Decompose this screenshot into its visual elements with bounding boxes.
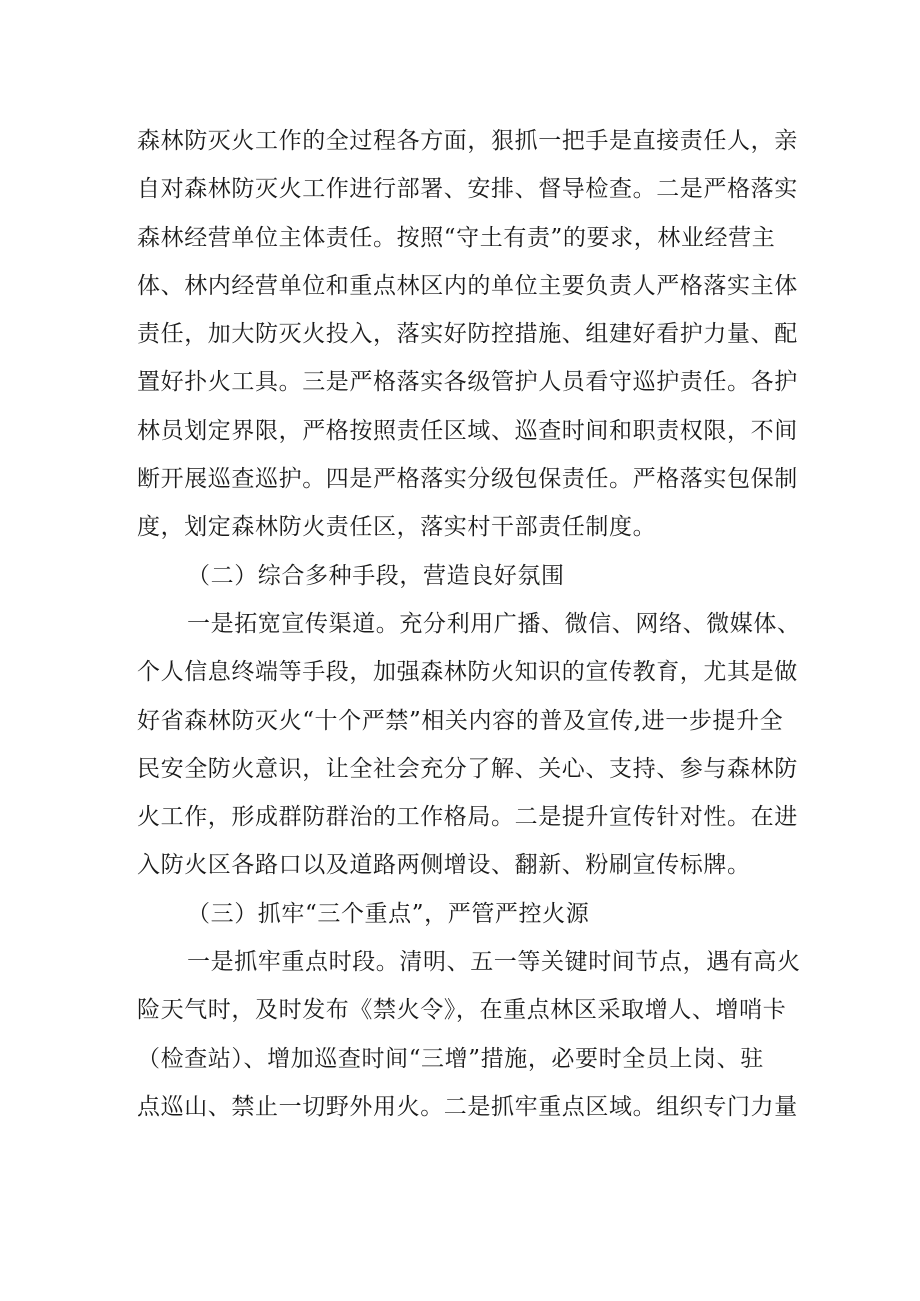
text-line: 自对森林防灭火工作进行部署、安排、督导检查。二是严格落实: [137, 176, 798, 203]
text-line: （检查站）、增加巡查时间“三增”措施，必要时全员上岗、驻: [137, 1045, 764, 1072]
text-line: 森林防灭火工作的全过程各方面，狠抓一把手是直接责任人，亲: [137, 128, 798, 154]
text-line: 体、林内经营单位和重点林区内的单位主要负责人严格落实主体: [137, 272, 798, 299]
text-line: 森林经营单位主体责任。按照“守土有责”的要求，林业经营主: [137, 224, 776, 251]
section-heading: （二）综合多种手段，营造良好氛围: [187, 562, 565, 589]
text-line: 一是抓牢重点时段。清明、五一等关键时间节点，遇有高火: [187, 949, 801, 976]
text-line: 责任，加大防灭火投入，落实好防控措施、组建好看护力量、配: [137, 321, 798, 348]
text-line: 入防火区各路口以及道路两侧增设、翻新、粉刷宣传标牌。: [137, 852, 751, 879]
text-line: 度，划定森林防火责任区，落实村干部责任制度。: [137, 514, 657, 541]
section-heading: （三）抓牢“三个重点”，严管严控火源: [187, 900, 590, 927]
text-line: 险天气时，及时发布《禁火令》，在重点林区采取增人、增哨卡: [137, 997, 787, 1024]
text-line: 点巡山、禁止一切野外用火。二是抓牢重点区域。组织专门力量: [137, 1093, 798, 1120]
text-line: 火工作，形成群防群治的工作格局。二是提升宣传针对性。在进: [137, 804, 798, 831]
text-line: 断开展巡查巡护。四是严格落实分级包保责任。严格落实包保制: [137, 466, 798, 493]
text-line: 个人信息终端等手段，加强森林防火知识的宣传教育，尤其是做: [137, 659, 798, 686]
text-line: 置好扑火工具。三是严格落实各级管护人员看守巡护责任。各护: [137, 369, 798, 396]
text-line: 一是拓宽宣传渠道。充分利用广播、微信、网络、微媒体、: [187, 610, 801, 637]
document-body: [137, 117, 807, 1131]
text-line: 民安全防火意识，让全社会充分了解、关心、支持、参与森林防: [137, 755, 798, 782]
text-line: 林员划定界限，严格按照责任区域、巡查时间和职责权限，不间: [137, 417, 798, 444]
text-line: 好省森林防灭火“十个严禁”相关内容的普及宣传,进一步提升全: [137, 707, 784, 734]
